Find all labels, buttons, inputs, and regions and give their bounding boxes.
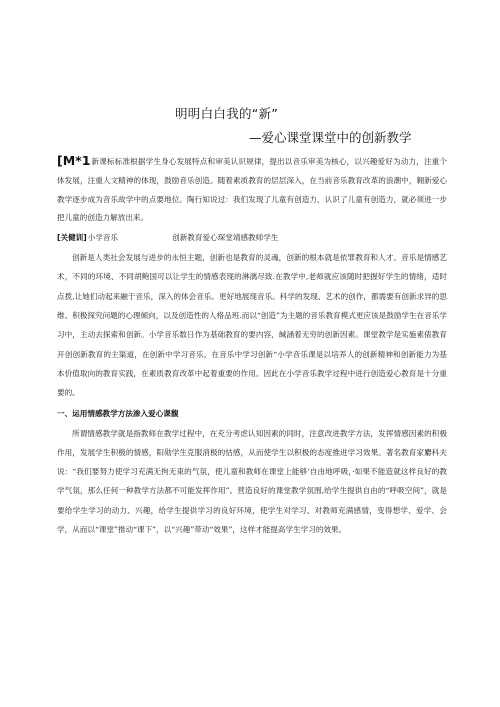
document-body [57, 152, 447, 539]
keyword-primary: 小学音乐 [87, 233, 119, 243]
document-title: 明明白白我的“新” [175, 106, 279, 121]
document-subtitle: —爱心课堂课堂中的创新教学 [249, 130, 412, 145]
abstract-text: 新课标标准根据学生身心发展特点和审美认识规律，提出以音乐审美为核心，以兴趣爱好为动力，注重个体发展，注重人文精神的体现，鼓励音乐创造。随着素质教育的层层深入，在当前音乐教育改革的浪潮中，翱新爱心教学逐步成为音乐故学中的点要地位。陶行知说过：我们发现了儿童有创造力，认识了儿童有创造力，就必须进一步把儿童的创造力解放出来。 [57, 157, 447, 223]
body-paragraph-1: 创新是人类社会发展与进步的永恒主题，创新也是教育的灵魂，创新的根本就是依罪教育和人才。音乐是情感艺术，不同的环境、不同胡鲍国可以让学生的情感表现的淋漓尽致.在教学中,老师就应该随时把握好学生的情绪，适时点拨,让她们动起来融于音乐，深入的体会音乐。更好地展现音乐。科学的发现、艺术的创作，都需要有创新求异的思维、积极探究问题的心理倾向，以及创造性的人格品班.而以“创造”为主题的音乐教育模式更应该是鼓励学生在音乐学习中，主动去探索和创新。小学音乐数日作为基础教育的要内容，缄涵着无穷的创新因素。课堂教学是实施素俵教育开创创新教育的主渠道，在创新中学习音乐，在音乐中学习创新“小学音乐课是以培养人的创新精神和创新能力为基本价值取向的教育实践，在素质教育改革中起着重要的作用。因此在小学音乐教学过程中进行创造爱心教育是十分重要的。 [57, 253, 447, 398]
keyword-list: 创新教育爱心琛堂靖感教师学生 [172, 233, 279, 243]
abstract-mark: [M*1 [57, 153, 91, 168]
keywords-label: [关健训] [57, 233, 87, 243]
abstract-paragraph [57, 152, 447, 228]
section-heading-1: 一、运用情感教学方法渗入爱心课馥 [57, 408, 179, 418]
keywords-row [57, 228, 447, 248]
body-paragraph-2: 所谓情感教学就是指教师在教学过程中，在充分考虑认知因素的同时，注意改进教学方法，发挥情感因素的积极作用，发展学生积极的情感，阳勋学生克服消极的怙感，从而使学生以积极的态度推进学习效果。著名教育家麝科夫说：“我们要努力使学习充满无拘无束的气氛，使儿童和教师在课堂上能够‘自由地呼吸，·如果不能造就这样良好的教学气氛，那么任何一种教学方法都不可能发挥作用”。营造良好的课堂教学氛围,给学生提供自由的“呼吸空间”，就是要给学生学习的动力、兴趣，给学生提供学习的良好环境，使学生对学习、对教师充满感情，变得想学、爱学、会学，从而以“课堂”推动“课下”，以“兴趣”带动“效果”，这样才能提高学生学习的效果。 [57, 428, 447, 535]
